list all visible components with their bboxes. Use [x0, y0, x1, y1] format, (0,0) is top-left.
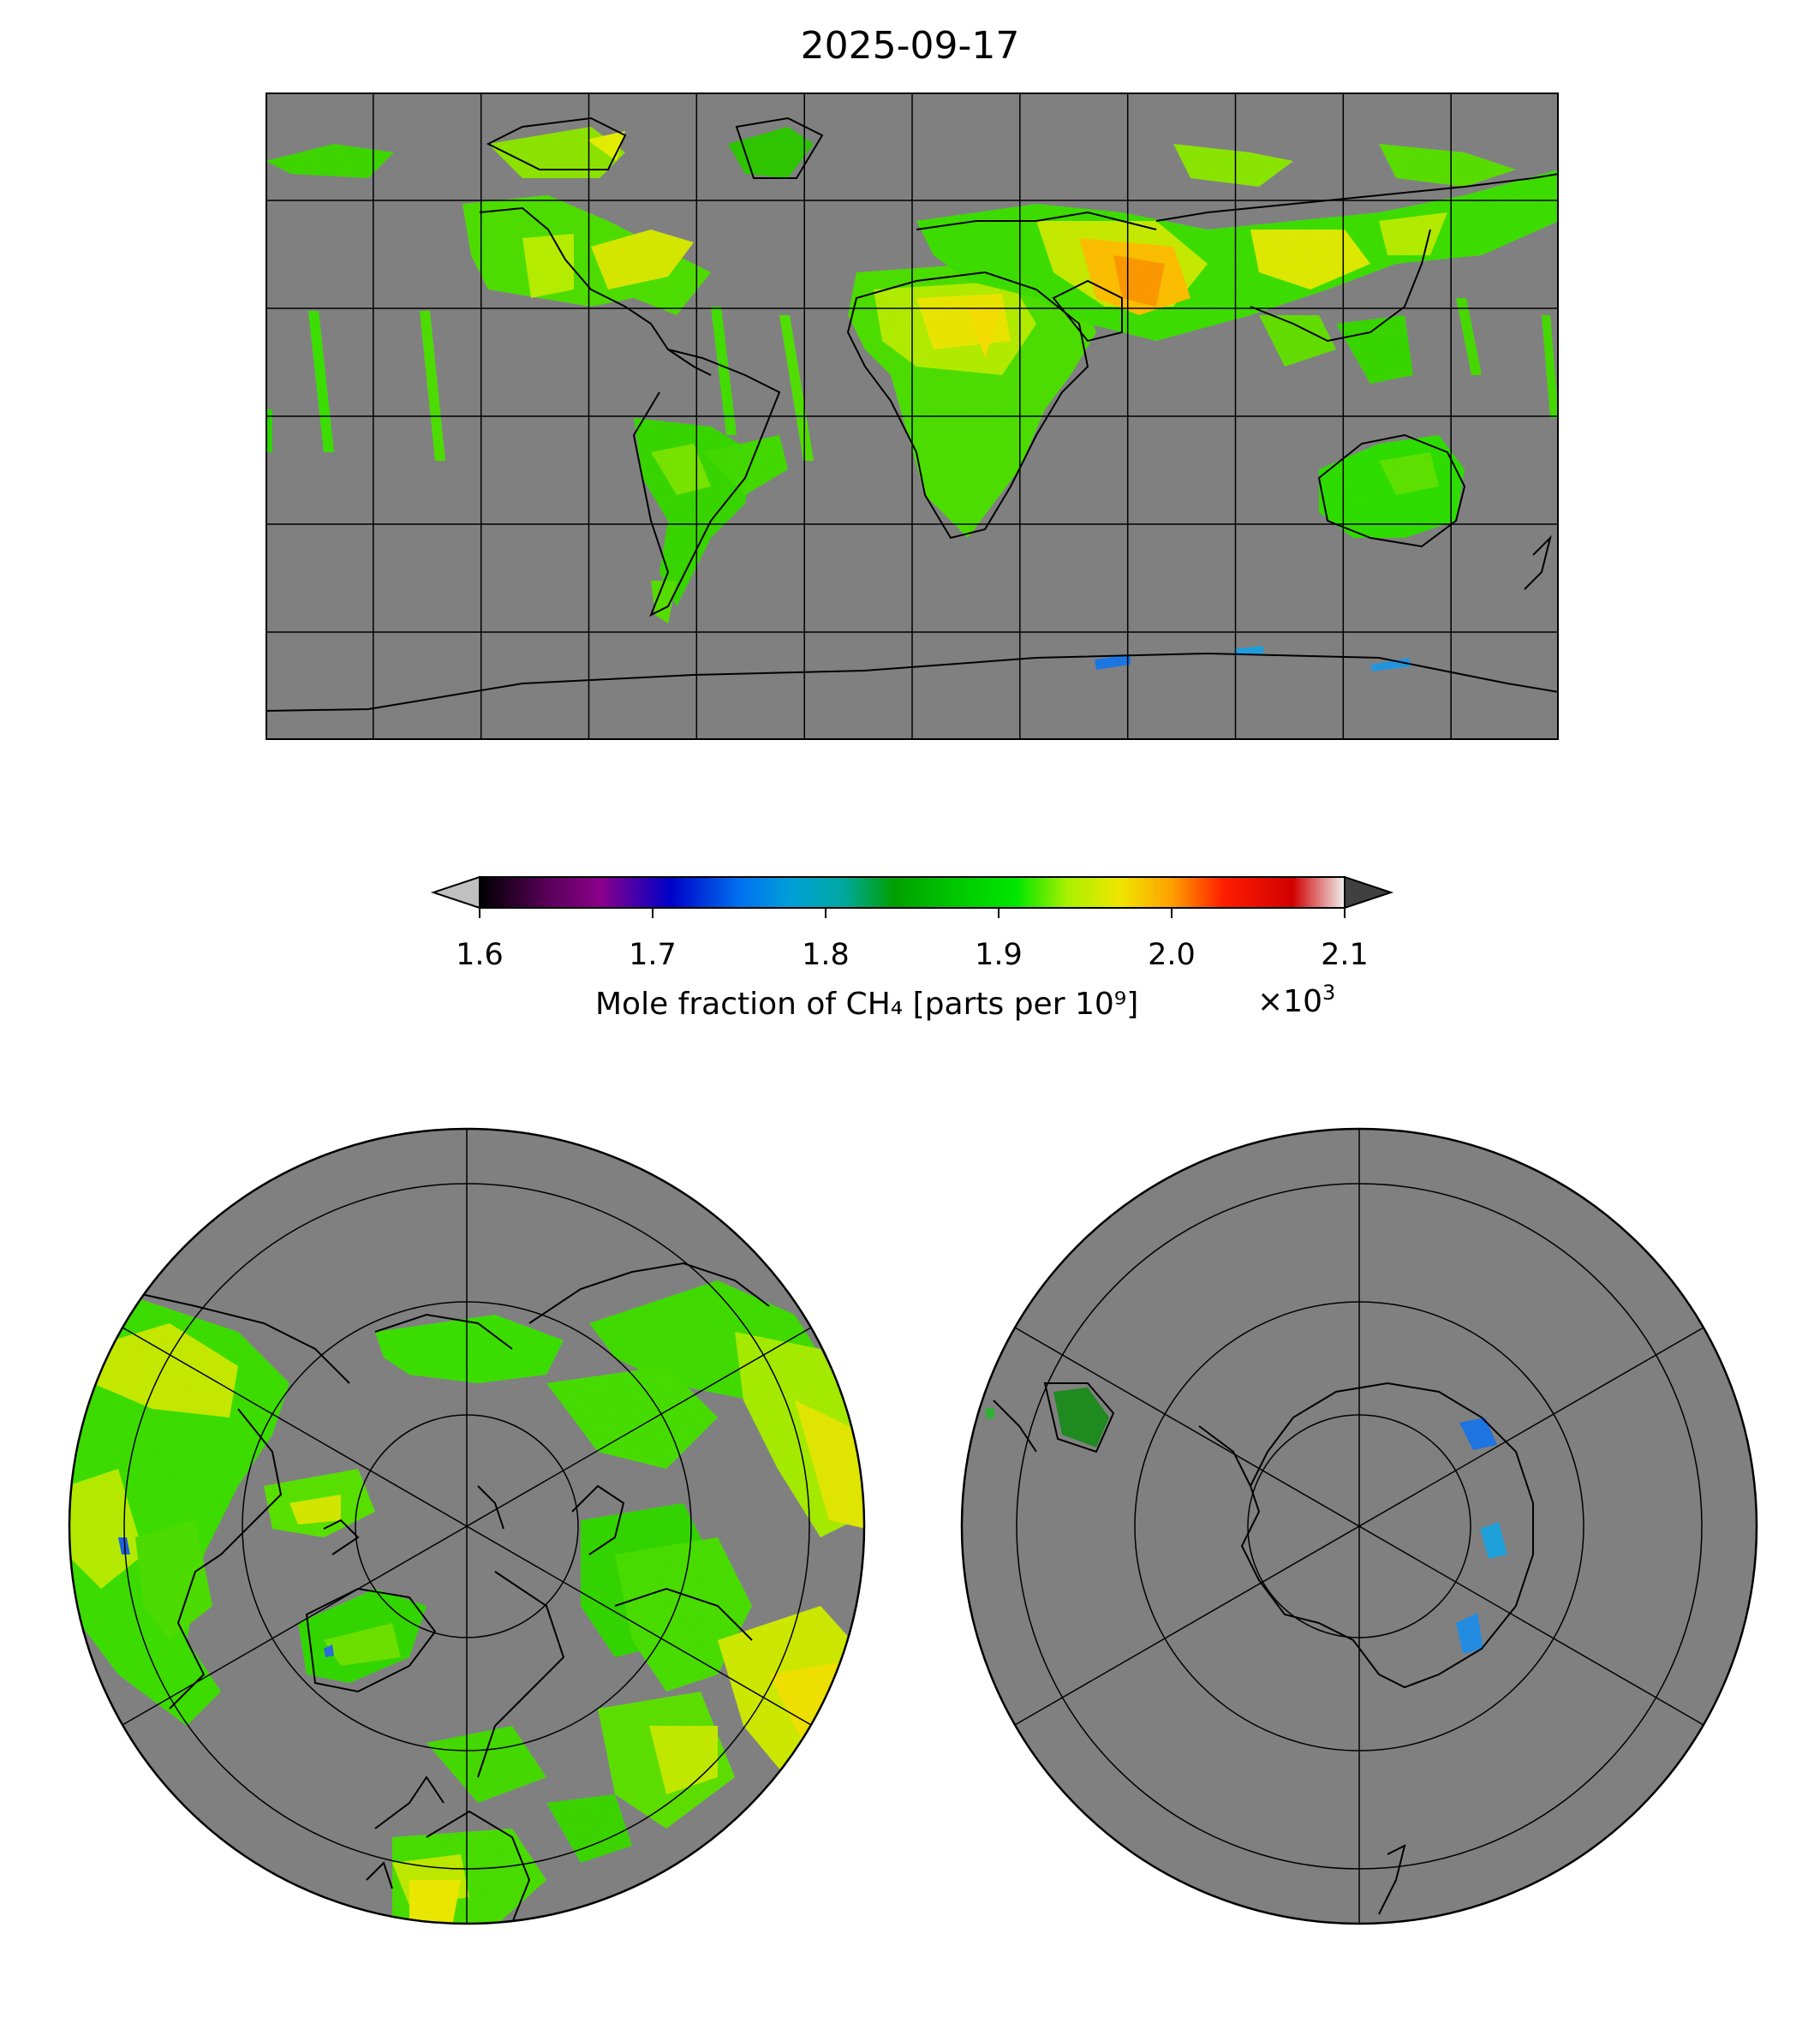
south-polar-map [959, 1126, 1759, 1926]
colorbar-tick-label: 1.7 [629, 938, 677, 972]
colorbar-multiplier-prefix: ×10 [1257, 984, 1322, 1019]
colorbar-over-extension [1345, 877, 1391, 908]
colorbar-tick-label: 1.9 [975, 938, 1023, 972]
colorbar-gradient [480, 877, 1345, 908]
colorbar-tick-label: 1.8 [802, 938, 850, 972]
colorbar-tick-label: 2.1 [1321, 938, 1369, 972]
colorbar-label: Mole fraction of CH₄ [parts per 10⁹] [595, 987, 1139, 1022]
north-polar-map [67, 1126, 867, 1926]
colorbar-multiplier-exponent: 3 [1322, 981, 1336, 1005]
colorbar-tick-marks [480, 908, 1345, 918]
world-map [266, 92, 1559, 740]
colorbar-multiplier [1257, 981, 1335, 1019]
colorbar-tick-label: 1.6 [456, 938, 504, 972]
colorbar-tick-label: 2.0 [1148, 938, 1196, 972]
map-title: 2025-09-17 [800, 24, 1020, 68]
colorbar [428, 865, 1396, 934]
colorbar-under-extension [433, 877, 480, 908]
